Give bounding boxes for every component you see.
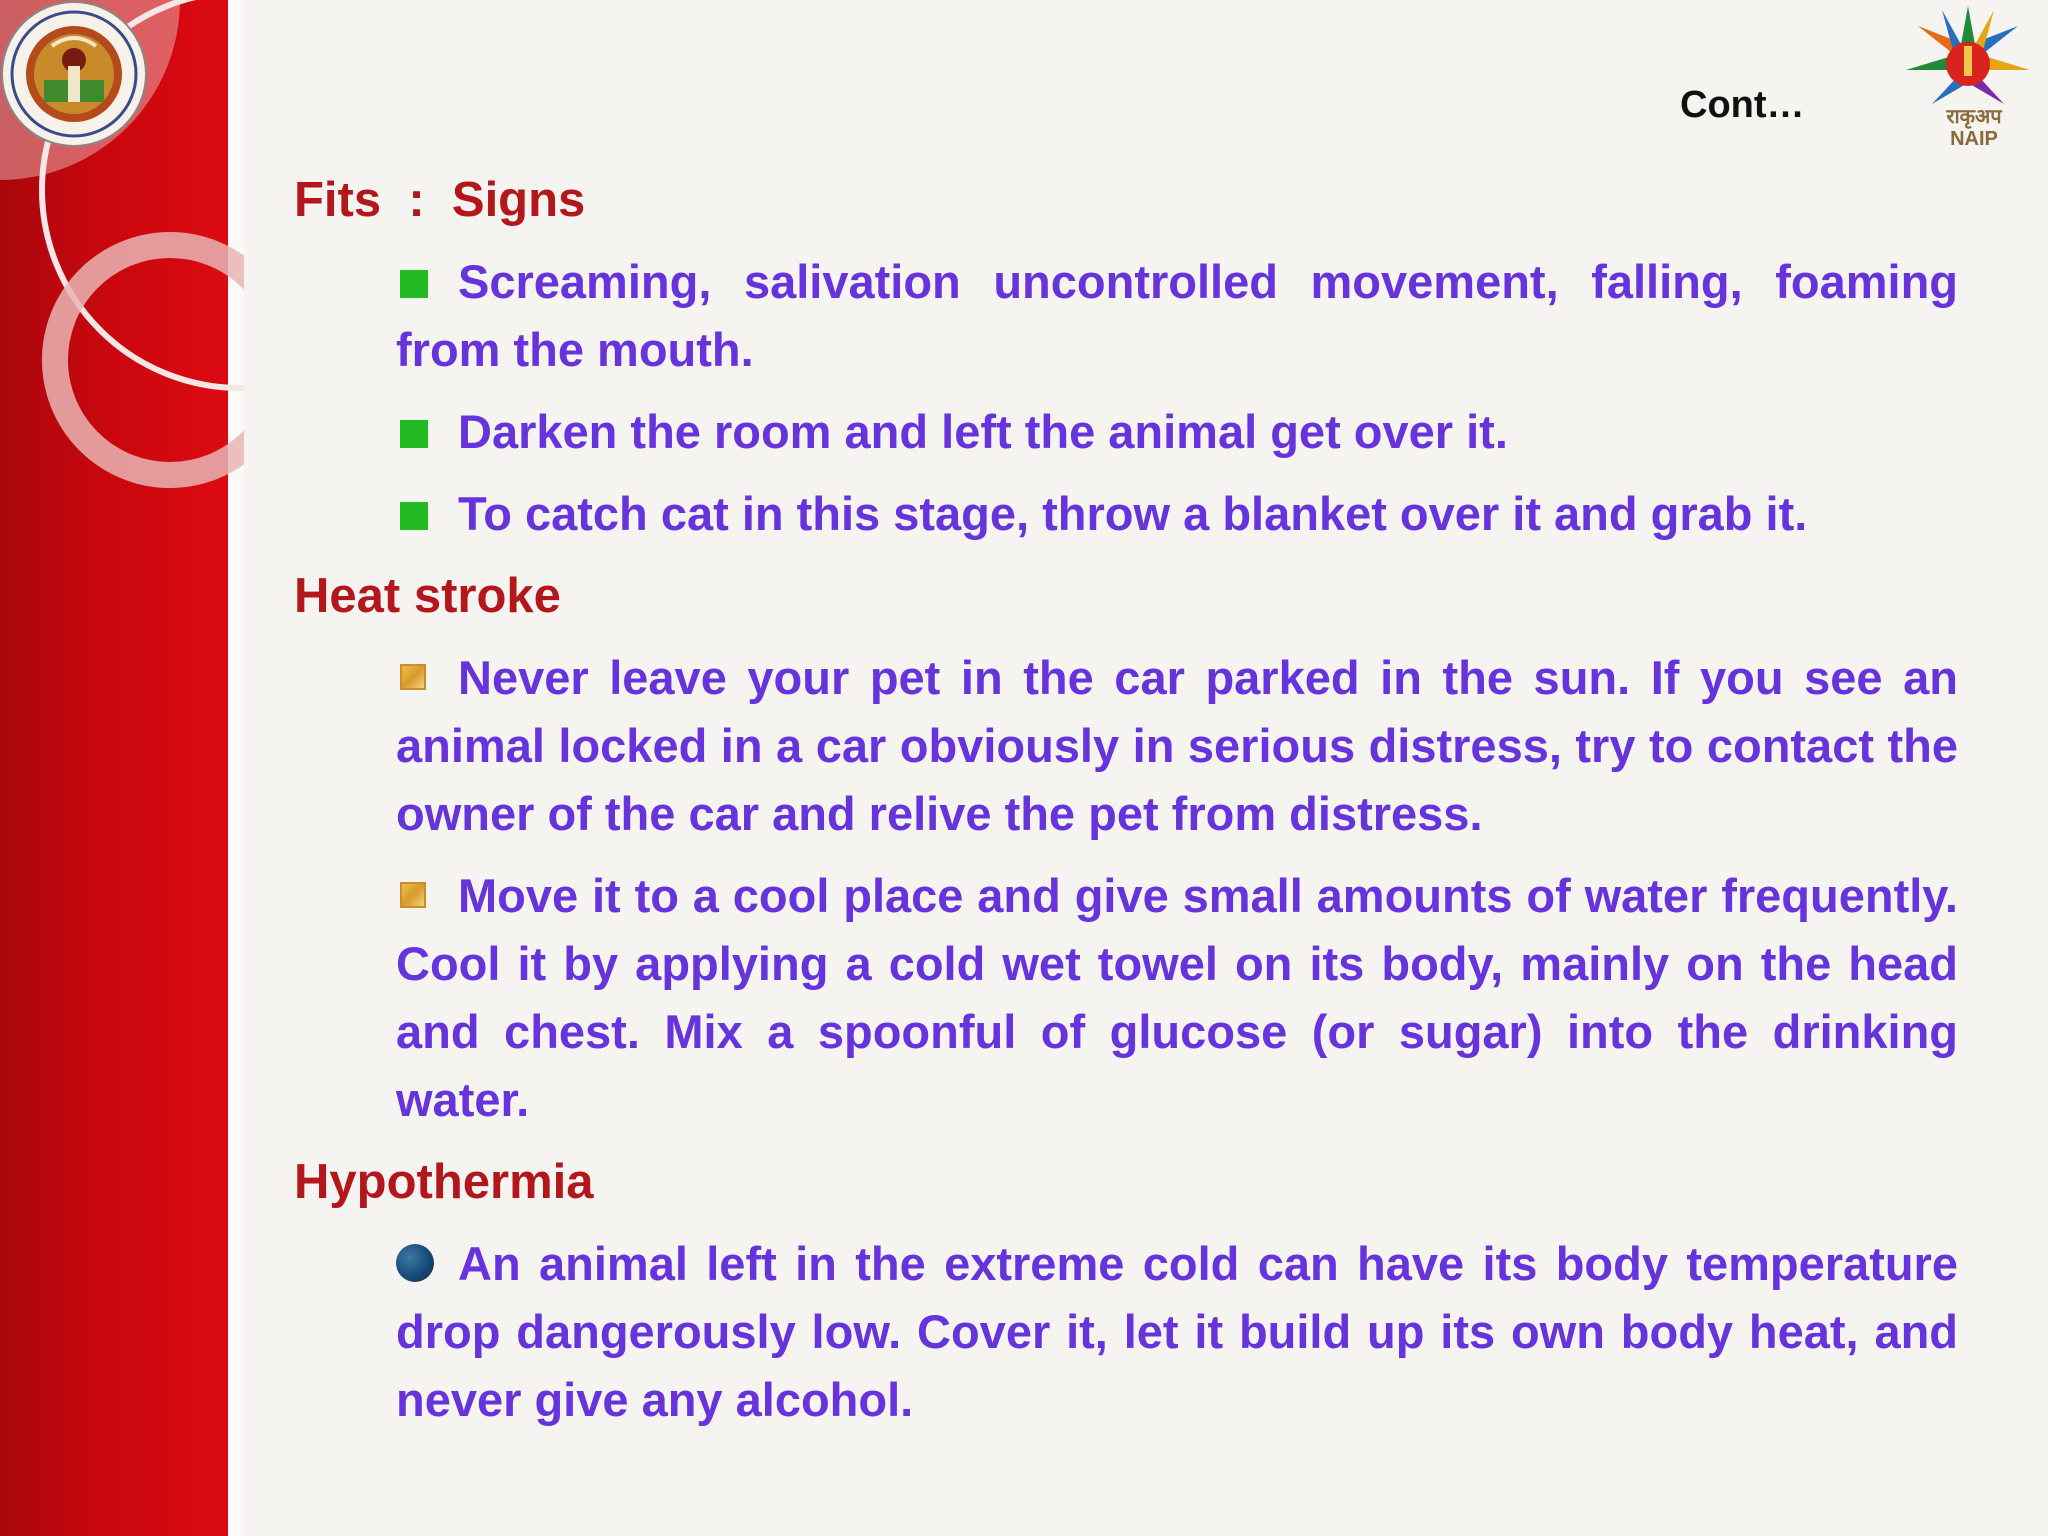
gold-tile-bullet-icon [400, 664, 426, 690]
gold-tile-bullet-icon [400, 882, 426, 908]
bullet-item [396, 248, 1958, 384]
bullet-text: Screaming, salivation uncontrolled movement, falling, foaming from the mouth. [396, 255, 1958, 376]
bullet-item [396, 398, 1958, 466]
blue-ball-bullet-icon [396, 1244, 434, 1282]
bullet-text: To catch cat in this stage, throw a blanket over it and grab it. [458, 487, 1808, 540]
bullet-text: Darken the room and left the animal get over it. [458, 405, 1508, 458]
green-square-bullet-icon [400, 420, 428, 448]
section-heading-heat-stroke: Heat stroke [294, 569, 561, 623]
bullet-item [396, 1230, 1958, 1434]
green-square-bullet-icon [400, 270, 428, 298]
section-heading-hypothermia: Hypothermia [294, 1155, 594, 1209]
bullet-text: Move it to a cool place and give small amounts of water frequently. Cool it by applying a cold wet towel on its body, mainly on the head and chest. Mix a spoonful of glucose (or sugar) into the drinking water. [396, 869, 1958, 1126]
bullet-text: Never leave your pet in the car parked in the sun. If you see an animal locked in a car obviously in serious distress, try to contact the owner of the car and relive the pet from distress. [396, 651, 1958, 840]
section-heading-fits: Fits : Signs [294, 173, 586, 227]
bullet-item [396, 644, 1958, 848]
naip-logo-text: राकृअप NAIP [1946, 106, 2002, 150]
green-square-bullet-icon [400, 502, 428, 530]
institute-emblem-icon [0, 0, 152, 152]
slide-body [294, 166, 1958, 1448]
bullet-item [396, 862, 1958, 1134]
bullet-item [396, 480, 1958, 548]
continued-label: Cont… [1680, 84, 1805, 126]
bullet-text: An animal left in the extreme cold can have its body temperature drop dangerously low. Cover it, let it build up its own body heat, and never give any alcohol. [396, 1237, 1958, 1426]
